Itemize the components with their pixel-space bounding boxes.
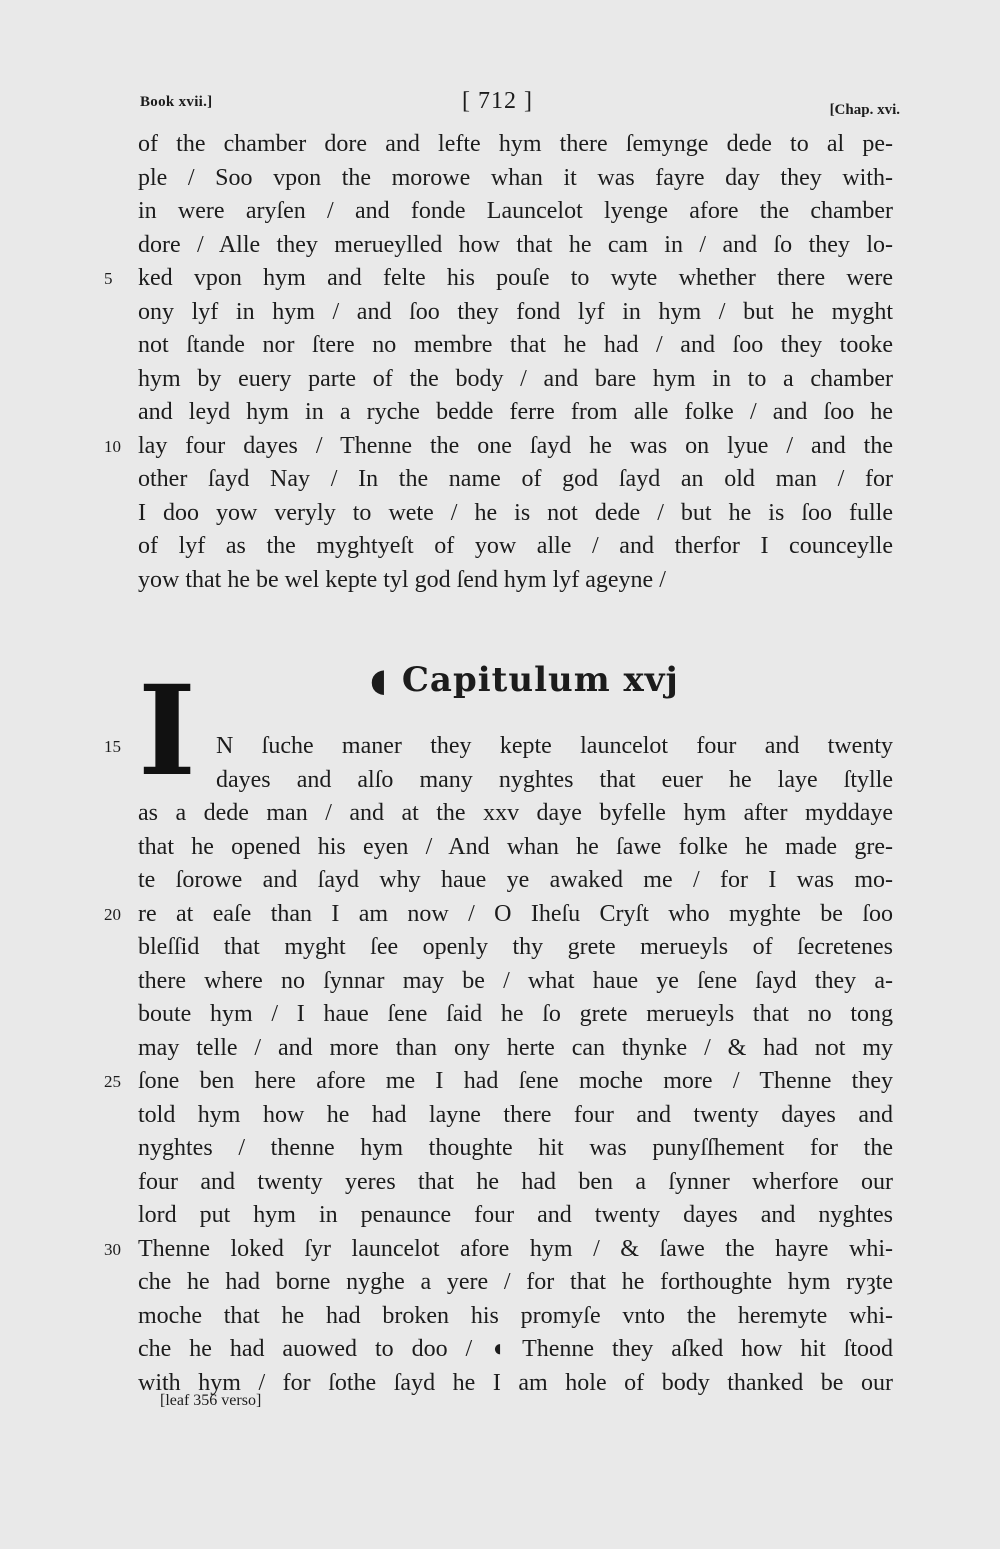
text-line-with-number (104, 898, 893, 932)
text-line: in were aryſen / and fonde Launcelot lyenge afore the chamber (138, 198, 893, 224)
line-number: 10 (104, 436, 121, 456)
text-line: che he had borne nyghe a yere / for that he forthoughte hym ryȝte (138, 1269, 893, 1295)
text-line: may telle / and more than ony herte can thynke / & had not my (138, 1034, 893, 1061)
leaf-reference: [leaf 356 verso] (160, 1392, 262, 1409)
text-line: che he had auowed to doo / ◖ Thenne they aſked how hit ſtood (138, 1336, 893, 1362)
text-line: other ſayd Nay / In the name of god ſayd an old man / for (138, 466, 893, 492)
text-line: of the chamber dore and lefte hym there ſemynge dede to al pe- (138, 131, 893, 157)
page-number: [ 712 ] (462, 88, 533, 114)
pilcrow-icon: ◖ (370, 661, 388, 699)
text-line: there where no ſynnar may be / what haue ye ſene ſayd they a- (138, 967, 893, 994)
line-number: 25 (104, 1072, 121, 1091)
text-line-with-number (104, 1065, 893, 1099)
text-line: and leyd hym in a ryche bedde ferre from alle folke / and ſoo he (138, 399, 893, 425)
text-line: four and twenty yeres that he had ben a ſynner wherfore our (138, 1168, 893, 1195)
text-line: nyghtes / thenne hym thoughte hit was punyſſhement for the (138, 1135, 893, 1161)
text-line: Thenne loked ſyr launcelot afore hym / & ſawe the hayre whi- (138, 1235, 893, 1262)
text-line: with hym / for ſothe ſayd he I am hole of body thanked be our (138, 1369, 893, 1396)
line-number: 5 (104, 269, 113, 288)
text-line: that he opened his eyen / And whan he ſawe folke he made gre- (138, 833, 893, 860)
text-line: of lyf as the myghtyeſt of yow alle / and therfor I counceylle (138, 533, 893, 559)
text-line: dore / Alle they merueylled how that he cam in / and ſo they lo- (138, 231, 893, 258)
text-block-chapter (104, 730, 893, 1400)
text-line: re at eaſe than I am now / O Iheſu Cryſt who myghte be ſoo (138, 900, 893, 927)
text-line: ked vpon hym and felte his pouſe to wyte whether there were (138, 265, 893, 291)
text-line: I doo yow veryly to wete / he is not dede / but he is ſoo fulle (138, 499, 893, 526)
text-line-with-number (104, 262, 893, 296)
text-line: told hym how he had layne there four and twenty dayes and (138, 1101, 893, 1128)
text-block-top (104, 128, 893, 597)
running-head (140, 88, 900, 118)
text-line: N ſuche maner they kepte launcelot four and twenty (216, 733, 893, 759)
chapter-reference: [Chap. xvi. (829, 102, 900, 118)
chapter-title: Capitulum xvj (401, 660, 679, 700)
line-number: 20 (104, 904, 121, 924)
text-line: as a dede man / and at the xxv daye byfelle hym after myddaye (138, 800, 893, 826)
text-line-with-number (104, 430, 893, 464)
text-line: lay four dayes / Thenne the one ſayd he was on lyue / and the (138, 432, 893, 459)
book-reference: Book xvii.] (140, 94, 213, 110)
text-line-with-number (104, 1233, 893, 1267)
text-line: te ſorowe and ſayd why haue ye awaked me / for I was mo- (138, 867, 893, 893)
text-line: moche that he had broken his promyſe vnto the heremyte whi- (138, 1302, 893, 1329)
text-line: hym by euery parte of the body / and bare hym in to a chamber (138, 365, 893, 392)
line-number: 30 (104, 1239, 121, 1259)
text-line: not ſtande nor ſtere no membre that he had / and ſoo they tooke (138, 332, 893, 358)
line-number: 15 (104, 737, 121, 756)
text-line: ſone ben here afore me I had ſene moche more / Thenne they (138, 1068, 893, 1094)
text-line: boute hym / I haue ſene ſaid he ſo grete merueyls that no tong (138, 1001, 893, 1027)
text-line-with-number (104, 730, 893, 764)
text-line: dayes and alſo many nyghtes that euer he laye ſtylle (216, 766, 893, 793)
chapter-heading (370, 660, 690, 700)
text-line: bleſſid that myght ſee openly thy grete merueyls of ſecretenes (138, 934, 893, 960)
text-line: ony lyf in hym / and ſoo they fond lyf in hym / but he myght (138, 298, 893, 325)
text-line: lord put hym in penaunce four and twenty dayes and nyghtes (138, 1202, 893, 1228)
text-line: yow that he be wel kepte tyl god ſend hym lyf ageyne / (138, 566, 666, 593)
text-line: ple / Soo vpon the morowe whan it was fayre day they with- (138, 164, 893, 191)
drop-cap: I (138, 659, 197, 804)
